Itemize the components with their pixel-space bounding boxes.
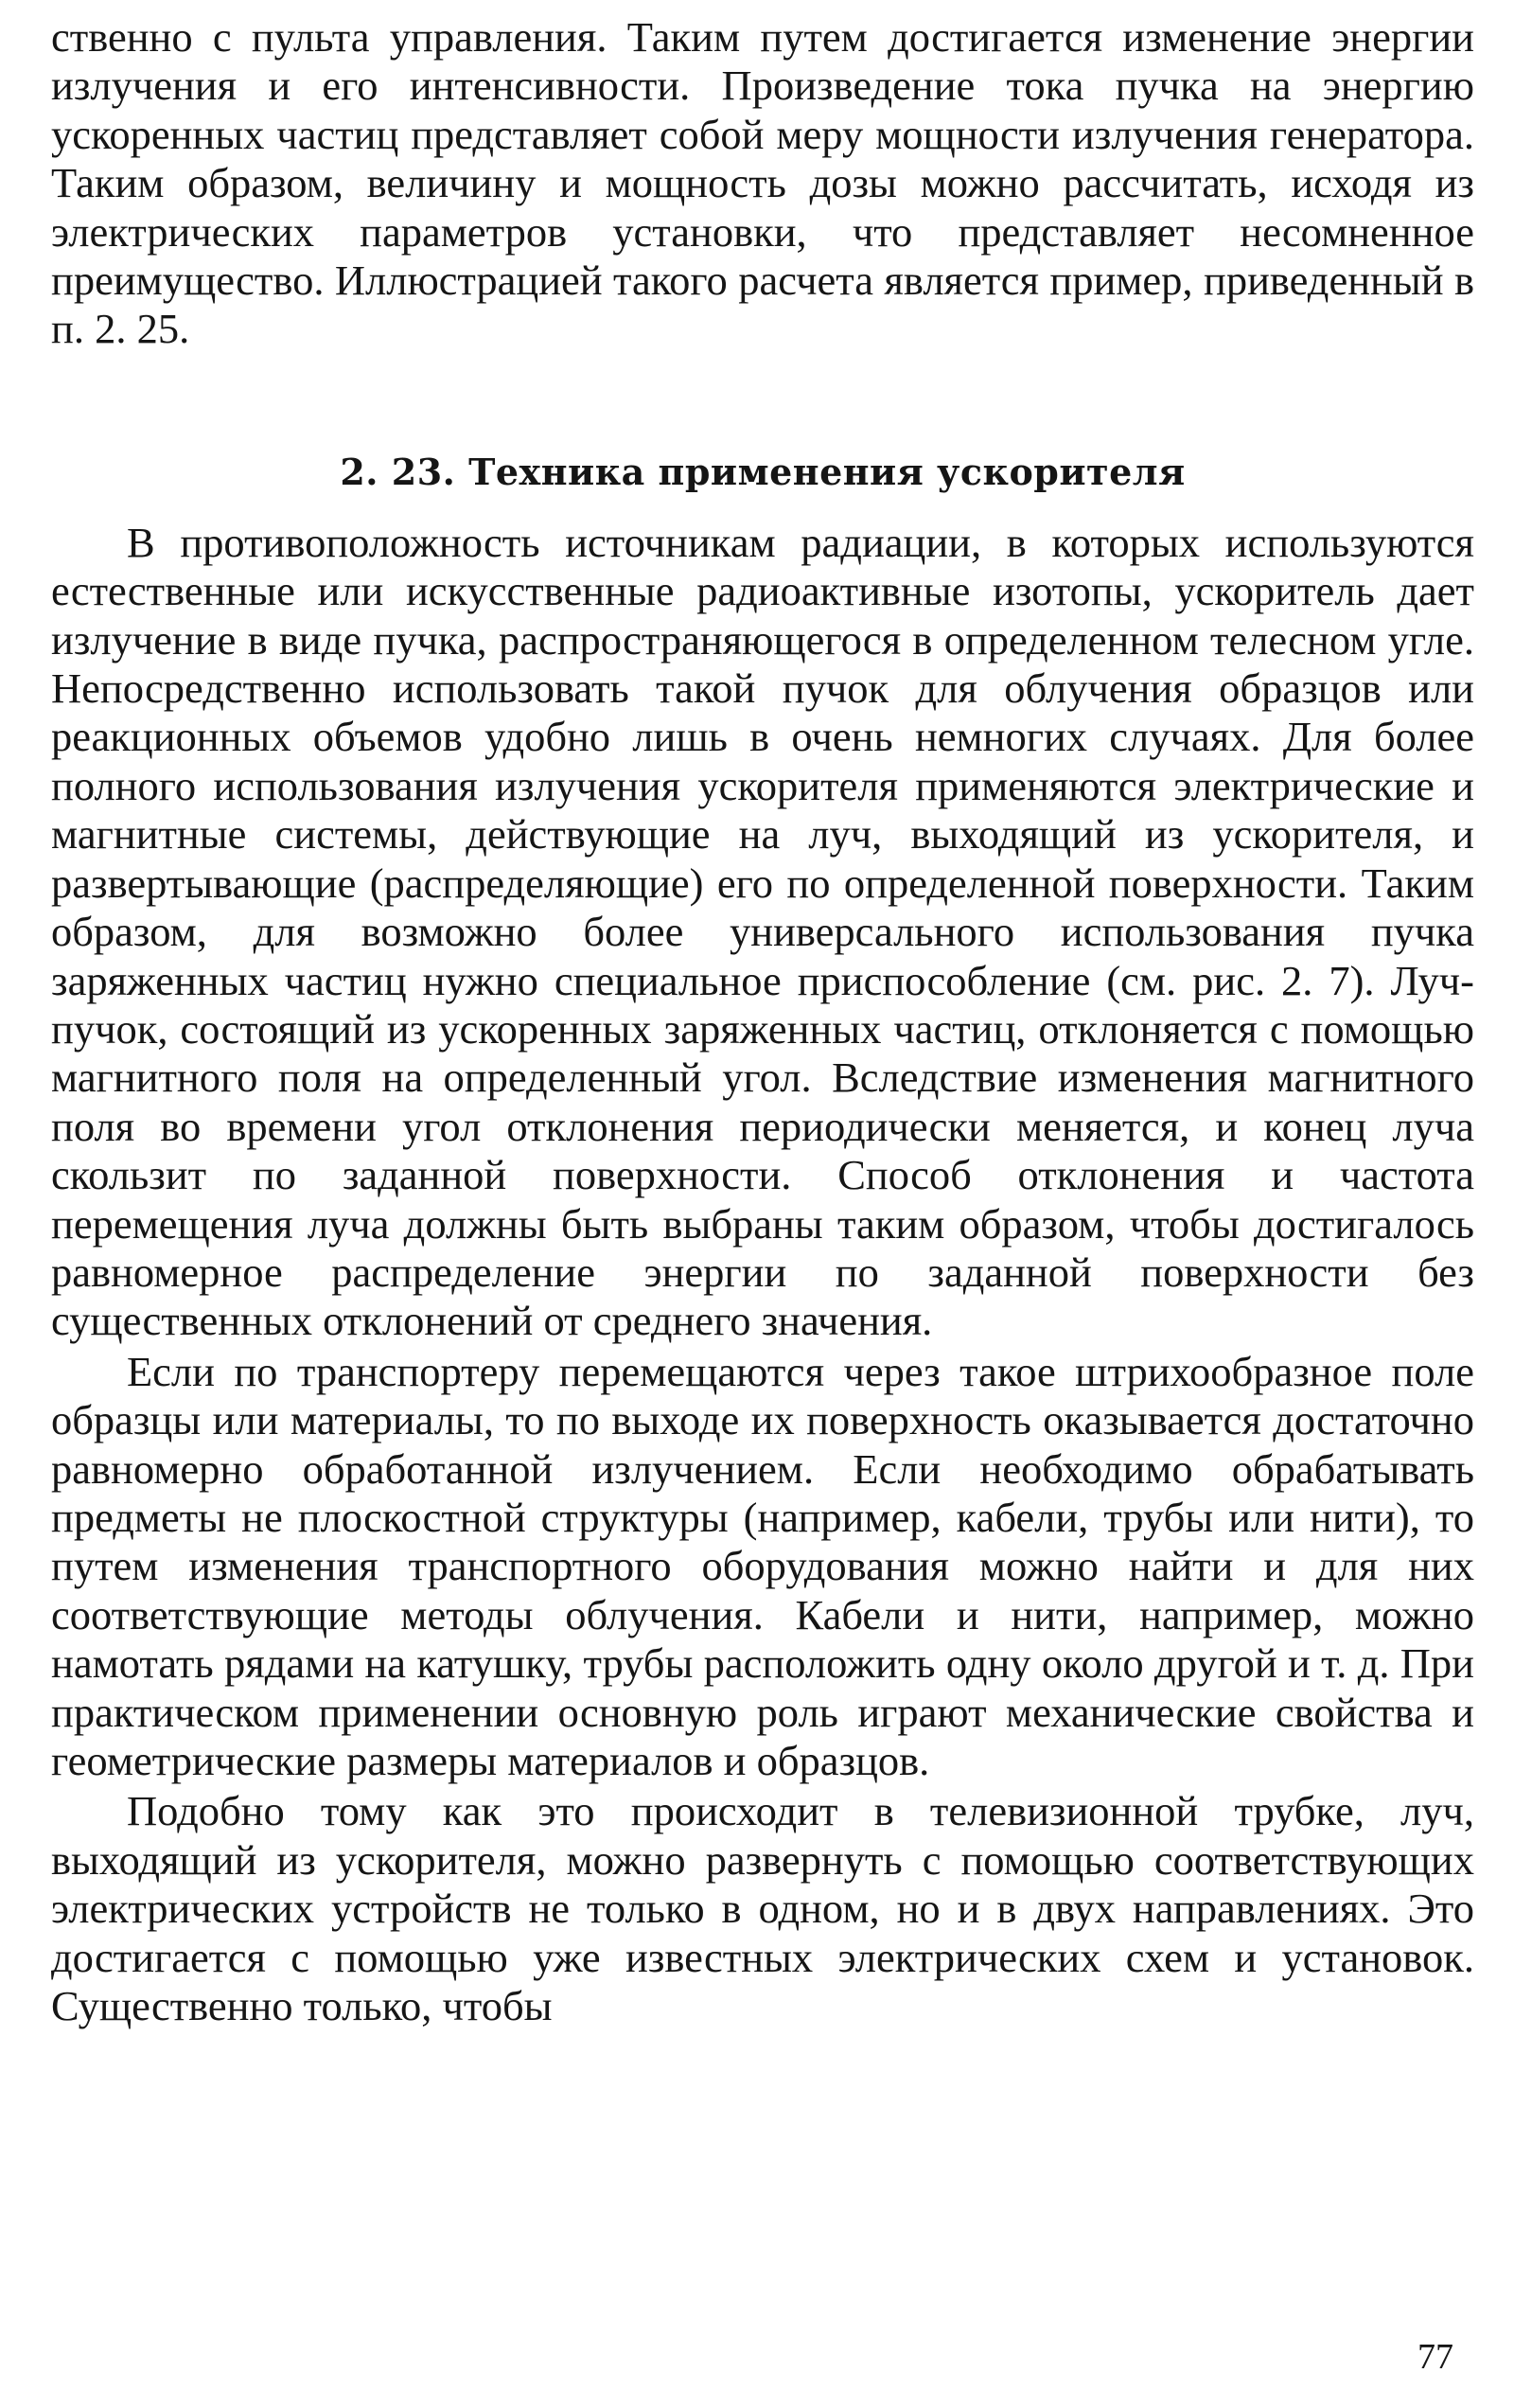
body-paragraph-1: В противоположность источникам радиации, в которых используются естественные или искусственные радиоактивные изотопы, ускоритель дает излучение в виде пучка, распространяющегося в определенном телесном угле. Непосредственно использовать такой пучок для облучения образцов или реакционных объемов удобно лишь в очень немногих случаях. Для более полного использования излучения ускорителя применяются электрические и магнитные системы, действующие на луч, выходящий из ускорителя, и развертывающие (распределяющие) его по определенной поверхности. Таким образом, для возможно более универсального использования пучка заряженных частиц нужно специальное приспособление (см. рис. 2. 7). Луч-пучок, состоящий из ускоренных заряженных частиц, отклоняется с помощью магнитного поля на определенный угол. Вследствие изменения магнитного поля во времени угол отклонения периодически меняется, и конец луча скользит по заданной поверхности. Способ отклонения и частота перемещения луча должны быть выбраны таким образом, чтобы достигалось равномерное распределение энергии по заданной поверхности без существенных отклонений от среднего значения. — [51, 518, 1474, 1345]
body-paragraph-3: Подобно тому как это происходит в телевизионной трубке, луч, выходящий из ускорителя, можно развернуть с помощью соответствующих электрических устройств не только в одном, но и в двух направлениях. Это достигается с помощью уже известных электрических схем и установок. Существенно только, чтобы — [51, 1787, 1474, 2030]
section-heading: 2. 23. Техника применения ускорителя — [340, 450, 1186, 493]
page-number: 77 — [1417, 2337, 1453, 2377]
book-page — [51, 13, 1474, 2380]
body-paragraph-2: Если по транспортеру перемещаются через такое штрихообразное поле образцы или материалы, то по выходе их поверхность оказывается достаточно равномерно обработанной излучением. Если необходимо обрабатывать предметы не плоскостной структуры (например, кабели, трубы или нити), то путем изменения транспортного оборудования можно найти и для них соответствующие методы облучения. Кабели и нити, например, можно намотать рядами на катушку, трубы расположить одну около другой и т. д. При практическом применении основную роль играют механические свойства и геометрические размеры материалов и образцов. — [51, 1347, 1474, 1784]
intro-paragraph: ственно с пульта управления. Таким путем достигается изменение энергии излучения и его интенсивности. Произведение тока пучка на энергию ускоренных частиц представляет собой меру мощности излучения генератора. Таким образом, величину и мощность дозы можно рассчитать, исходя из электрических параметров установки, что представляет несомненное преимущество. Иллюстрацией такого расчета является пример, приведенный в п. 2. 25. — [51, 13, 1474, 353]
